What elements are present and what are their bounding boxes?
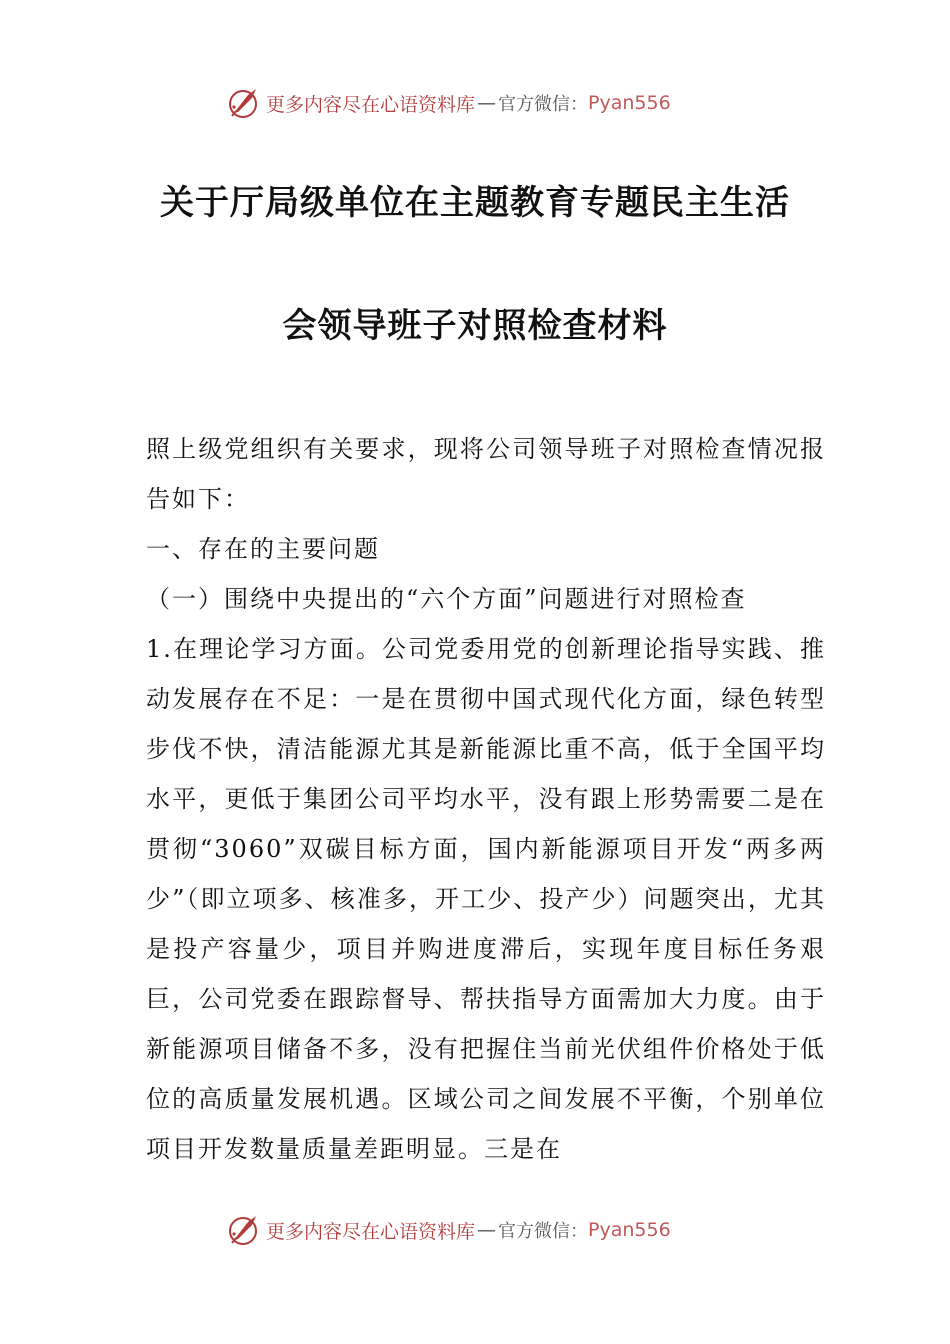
document-title-line1: 关于厅局级单位在主题教育专题民主生活 [160,183,790,223]
watermark-site-text: 更多内容尽在心语资料库 [266,1220,476,1243]
watermark-wechat-id: Pyan556 [588,1219,671,1241]
quill-logo-icon [226,1212,262,1248]
watermark-site-text: 更多内容尽在心语资料库 [266,93,476,116]
watermark-official-label: 官方微信： [498,94,589,115]
paragraph-theory-study: 1.在理论学习方面。公司党委用党的创新理论指导实践、推动发展存在不足：一是在贯彻中国式现代化方面，绿色转型步伐不快，清洁能源尤其是新能源比重不高，低于全国平均水平，更低于集团公司平均水平，没有跟上形势需要二是在贯彻“3060”双碳目标方面，国内新能源项目开发“两多两少”（即立项多、核准多，开工少、投产少）问题突出，尤其是投产容量少，项目并购进度滞后，实现年度目标任务艰巨，公司党委在跟踪督导、帮扶指导方面需加大力度。由于新能源项目储备不多，没有把握住当前光伏组件价格处于低位的高质量发展机遇。区域公司之间发展不平衡，个别单位项目开发数量质量差距明显。三是在 [146,635,826,1163]
watermark-official-label: 官方微信： [498,1221,589,1242]
paragraph-intro: 照上级党组织有关要求，现将公司领导班子对照检查情况报告如下： [146,435,826,513]
watermark-dash: — [477,92,497,114]
document-body [146,424,826,1174]
quill-logo-icon [226,85,262,121]
watermark-wechat-id: Pyan556 [588,92,671,114]
footer-watermark [226,1210,671,1250]
document-title-line2: 会领导班子对照检查材料 [282,306,668,346]
watermark-dash: — [477,1219,497,1241]
heading-subsection-1: （一）围绕中央提出的“六个方面”问题进行对照检查 [146,585,747,613]
header-watermark [226,83,671,123]
heading-section-1: 一、存在的主要问题 [146,535,380,563]
